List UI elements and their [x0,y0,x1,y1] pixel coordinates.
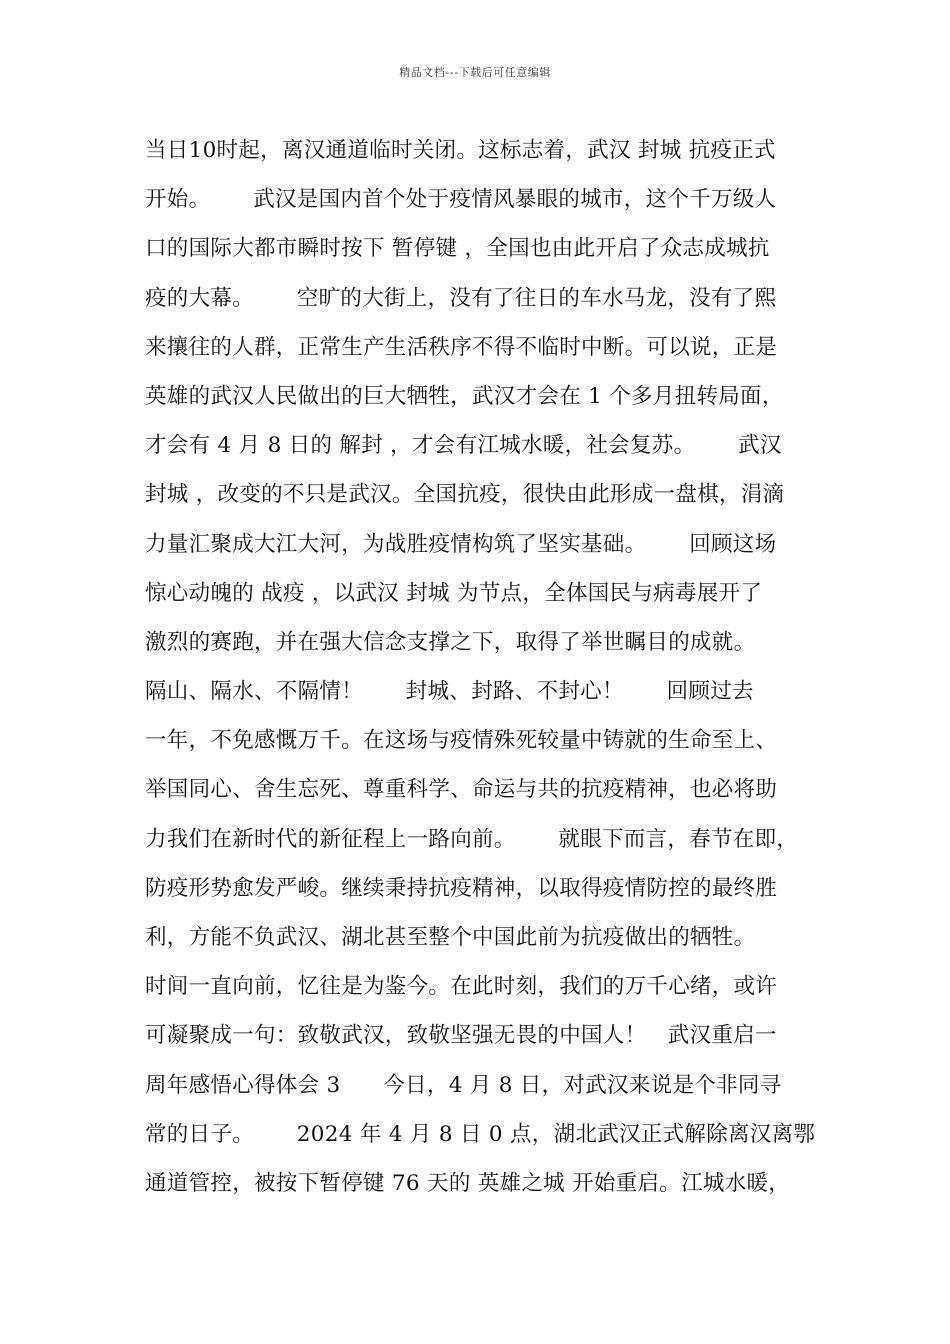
body-line: 激烈的赛跑，并在强大信念支撑之下，取得了举世瞩目的成就。 [145,629,756,655]
body-line: 惊心动魄的 战疫 ，以武汉 封城 为节点，全体国民与病毒展开了 [145,580,763,606]
body-line: 举国同心、舍生忘死、尊重科学、命运与共的抗疫精神，也必将助 [145,777,778,803]
body-line: 开始。 武汉是国内首个处于疫情风暴眼的城市，这个千万级人 [145,187,777,213]
body-line: 英雄的武汉人民做出的巨大牺牲，武汉才会在 1 个多月扭转局面， [145,383,784,409]
body-line: 一年，不免感慨万千。在这场与疫情殊死较量中铸就的生命至上、 [145,728,778,754]
body-line: 来攘往的人群，正常生产生活秩序不得不临时中断。可以说，正是 [145,334,778,360]
page-header: 精品文档---下载后可任意编辑 [399,66,551,79]
body-line: 可凝聚成一句：致敬武汉，致敬坚强无畏的中国人！ 武汉重启一 [145,1023,777,1049]
body-line: 时间一直向前，忆往是为鉴今。在此时刻，我们的万千心绪，或许 [145,974,778,1000]
body-line: 常的日子。 2024 年 4 月 8 日 0 点，湖北武汉正式解除离汉离鄂 [145,1121,816,1147]
body-line: 封城 ，改变的不只是武汉。全国抗疫，很快由此形成一盘棋，涓滴 [145,482,785,508]
body-line: 力我们在新时代的新征程上一路向前。 就眼下而言，春节在即， [145,826,799,852]
body-line: 周年感悟心得体会 3 今日，4 月 8 日，对武汉来说是个非同寻 [145,1072,782,1098]
body-line: 通道管控，被按下暂停键 76 天的 英雄之城 开始重启。江城水暖， [145,1170,791,1196]
body-line: 力量汇聚成大江大河，为战胜疫情构筑了坚实基础。 回顾这场 [145,531,777,557]
body-line: 利，方能不负武汉、湖北甚至整个中国此前为抗疫做出的牺牲。 [145,925,756,950]
document-body [145,132,825,1214]
body-line: 隔山、隔水、不隔情！ 封城、封路、不封心！ 回顾过去 [145,679,754,705]
body-line: 口的国际大都市瞬时按下 暂停键 ，全国也由此开启了众志成城抗 [145,236,770,262]
body-line: 防疫形势愈发严峻。继续秉持抗疫精神，以取得疫情防控的最终胜 [145,875,778,901]
body-line: 当日10时起，离汉通道临时关闭。这标志着，武汉 封城 抗疫正式 [145,138,776,163]
body-line: 疫的大幕。 空旷的大街上，没有了往日的车水马龙，没有了熙 [145,285,777,311]
body-line: 才会有 4 月 8 日的 解封 ，才会有江城水暖，社会复苏。 武汉 [145,433,782,459]
